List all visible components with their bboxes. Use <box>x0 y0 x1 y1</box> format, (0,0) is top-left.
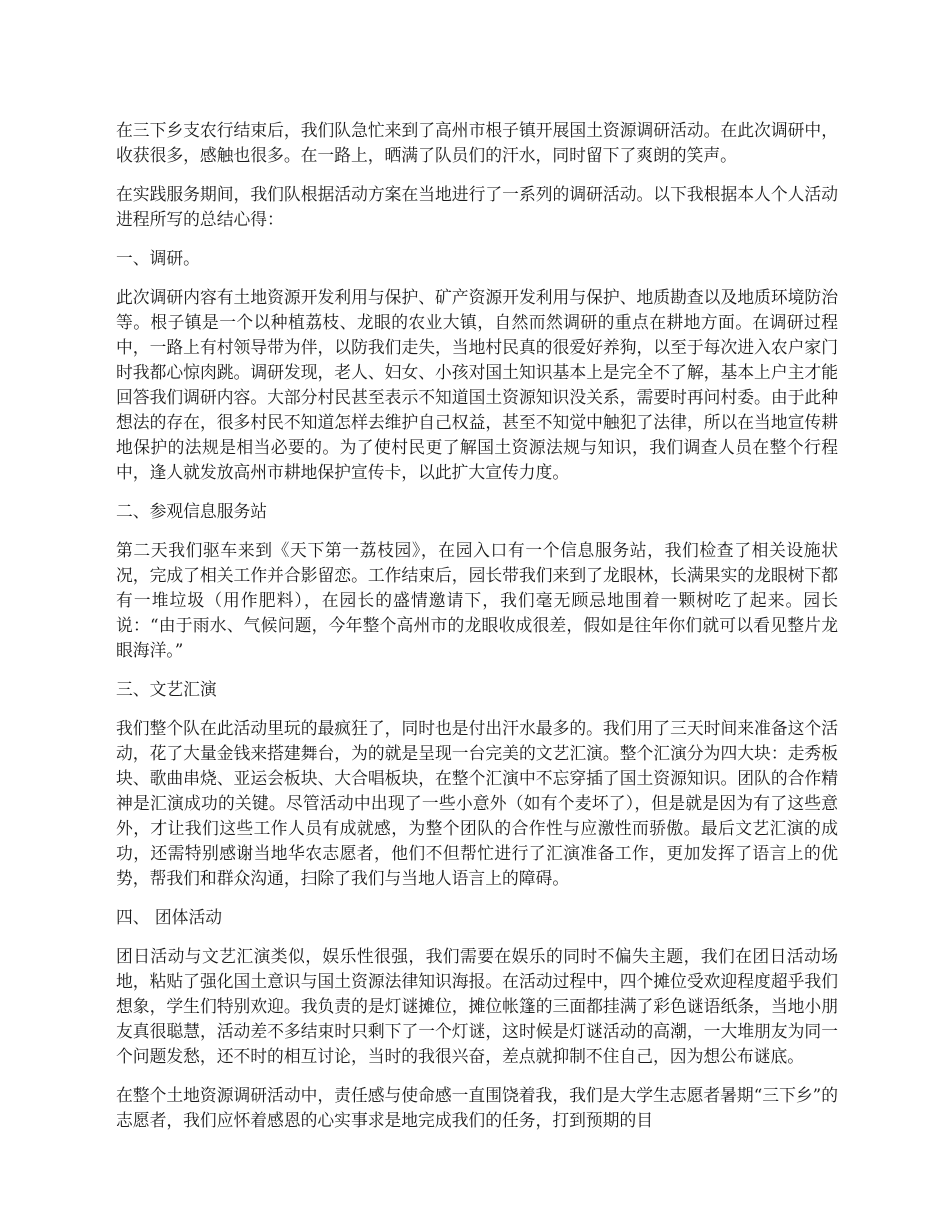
section-heading-info-station: 二、参观信息服务站 <box>116 501 268 521</box>
paragraph-research: 此次调研内容有土地资源开发利用与保护、矿产资源开发利用与保护、地质勘查以及地质环境防治等。根子镇是一个以种植荔枝、龙眼的农业大镇，自然而然调研的重点在耕地方面。在调研过程中，一路上有村领导带为伴，以防我们走失，当地村民真的很爱好养狗，以至于每次进入农户家门时我都心惊肉跳。调研发现，老人、妇女、小孩对国土知识基本上是完全不了解，基本上户主才能回答我们调研内容。大部分村民甚至表示不知道国土资源知识没关系，需要时再问村委。由于此种想法的存在，很多村民不知道怎样去维护自己权益，甚至不知觉中触犯了法律，所以在当地宣传耕地保护的法规是相当必要的。为了使村民更了解国土资源法规与知识，我们调查人员在整个行程中，逢人就发放高州市耕地保护宣传卡，以此扩大宣传力度。 <box>116 287 838 482</box>
paragraph-overview: 在实践服务期间，我们队根据活动方案在当地进行了一系列的调研活动。以下我根据本人个人活动进程所写的总结心得： <box>116 184 838 229</box>
paragraph-intro: 在三下乡支农行结束后，我们队急忙来到了高州市根子镇开展国土资源调研活动。在此次调研中，收获很多，感触也很多。在一路上，晒满了队员们的汗水，同时留下了爽朗的笑声。 <box>116 120 838 165</box>
paragraph-performance: 我们整个队在此活动里玩的最疯狂了，同时也是付出汗水最多的。我们用了三天时间来准备这个活动，花了大量金钱来搭建舞台，为的就是呈现一台完美的文艺汇演。整个汇演分为四大块：走秀板块、歌曲串烧、亚运会板块、大合唱板块，在整个汇演中不忘穿插了国土资源知识。团队的合作精神是汇演成功的关键。尽管活动中出现了一些小意外（如有个麦坏了），但是就是因为有了这些意外，才让我们这些工作人员有成就感，为整个团队的合作性与应激性而骄傲。最后文艺汇演的成功，还需特别感谢当地华农志愿者，他们不但帮忙进行了汇演准备工作，更加发挥了语言上的优势，帮我们和群众沟通，扫除了我们与当地人语言上的障碍。 <box>116 718 838 888</box>
paragraph-conclusion: 在整个土地资源调研活动中，责任感与使命感一直围饶着我，我们是大学生志愿者暑期“三下乡”的志愿者，我们应怀着感恩的心实事求是地完成我们的任务，打到预期的目 <box>116 1085 838 1130</box>
paragraph-info-station: 第二天我们驱车来到《天下第一荔枝园》，在园入口有一个信息服务站，我们检查了相关设施状况，完成了相关工作并合影留恋。工作结束后，园长带我们来到了龙眼林，长满果实的龙眼树下都有一堆垃圾（用作肥料），在园长的盛情邀请下，我们毫无顾忌地围着一颗树吃了起来。园长说：“由于雨水、气候问题，今年整个高州市的龙眼收成很差，假如是往年你们就可以看见整片龙眼海洋。” <box>116 540 838 660</box>
paragraph-group-activity: 团日活动与文艺汇演类似，娱乐性很强，我们需要在娱乐的同时不偏失主题，我们在团日活动场地，粘贴了强化国土意识与国土资源法律知识海报。在活动过程中，四个摊位受欢迎程度超乎我们想象，学生们特别欢迎。我负责的是灯谜摊位，摊位帐篷的三面都挂满了彩色谜语纸条，当地小朋友真很聪慧，活动差不多结束时只剩下了一个灯谜，这时候是灯谜活动的高潮，一大堆朋友为同一个问题发愁，还不时的相互讨论，当时的我很兴奋，差点就抑制不住自己，因为想公布谜底。 <box>116 946 838 1066</box>
section-heading-performance: 三、文艺汇演 <box>116 679 217 699</box>
document-body <box>116 118 838 1147</box>
section-heading-research: 一、调研。 <box>116 248 200 268</box>
section-heading-group-activity: 四、 团体活动 <box>116 907 223 927</box>
